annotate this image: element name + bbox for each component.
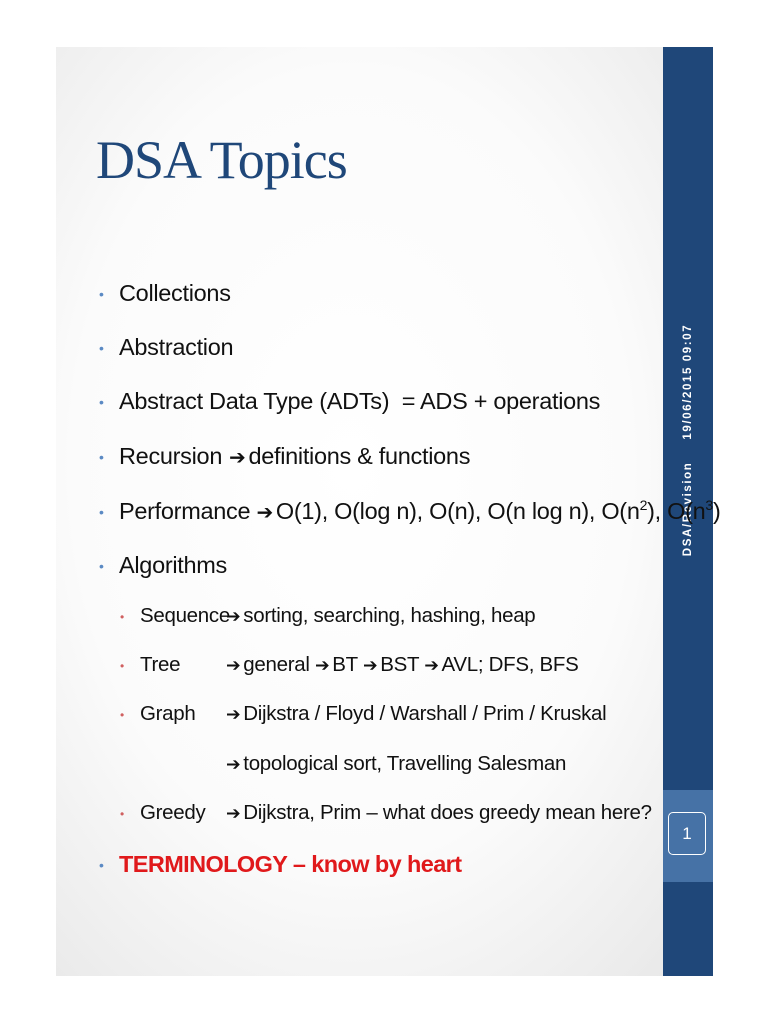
sidebar-doc-label: DSA/Revision (682, 461, 694, 557)
list-item-detail: definitions & functions (248, 443, 471, 469)
page-number-box (663, 790, 713, 882)
exponent: 2 (639, 497, 648, 514)
list-item-text: TERMINOLOGY – know by heart (119, 851, 462, 877)
sub-item-label: Graph (140, 702, 196, 725)
list-item-label: Recursion (119, 443, 223, 469)
arrow-icon: ➔ (315, 655, 330, 675)
slide-title: DSA Topics (96, 130, 347, 190)
sub-item-label: Tree (140, 653, 181, 676)
bullet-icon: • (99, 286, 104, 302)
arrow-icon: ➔ (226, 704, 241, 724)
arrow-icon: ➔ (256, 502, 273, 524)
list-item-text: Algorithms (119, 552, 228, 578)
list-item-text: Abstraction (119, 334, 234, 360)
list-item-label: Performance (119, 498, 251, 524)
bullet-icon: • (99, 857, 104, 873)
sub-item-detail: sorting, searching, hashing, heap (243, 604, 536, 627)
sub-item-detail: Dijkstra / Floyd / Warshall / Prim / Kruskal (243, 702, 607, 725)
tree-step: BST (380, 653, 419, 676)
bullet-icon: • (120, 807, 125, 821)
sub-item-detail: Dijkstra, Prim – what does greedy mean here? (243, 801, 652, 824)
list-item-text (119, 497, 720, 526)
tree-step: BT (332, 653, 358, 676)
tree-step: general (243, 653, 310, 676)
bullet-icon: • (99, 449, 104, 465)
bullet-icon: • (120, 708, 125, 722)
list-item-text: Abstract Data Type (ADTs) = ADS + operations (119, 388, 601, 414)
bullet-icon: • (99, 340, 104, 356)
sub-item-detail: topological sort, Travelling Salesman (243, 752, 567, 775)
page-number: 1 (668, 812, 706, 855)
sub-item-label: Greedy (140, 801, 206, 824)
bullet-icon: • (120, 659, 125, 673)
bullet-icon: • (99, 558, 104, 574)
sub-item-label: Sequence (140, 604, 230, 627)
bullet-icon: • (99, 394, 104, 410)
complexity-text: ), O(n (647, 498, 706, 524)
arrow-icon: ➔ (362, 655, 378, 675)
complexity-text: O(1), O(log n), O(n), O(n log n), O(n (275, 498, 640, 524)
arrow-icon: ➔ (226, 803, 241, 823)
complexity-text: ) (712, 498, 721, 524)
arrow-icon: ➔ (424, 655, 439, 675)
arrow-icon: ➔ (226, 754, 241, 774)
sidebar-date-label: 19/06/2015 09:07 (682, 323, 694, 440)
arrow-icon: ➔ (229, 447, 246, 469)
list-item-text: Collections (119, 280, 231, 306)
exponent: 3 (705, 497, 713, 514)
arrow-icon: ➔ (226, 655, 241, 675)
tree-step: AVL; DFS, BFS (441, 653, 579, 676)
arrow-icon: ➔ (226, 606, 241, 626)
bullet-icon: • (99, 504, 104, 520)
bullet-icon: • (120, 610, 125, 624)
